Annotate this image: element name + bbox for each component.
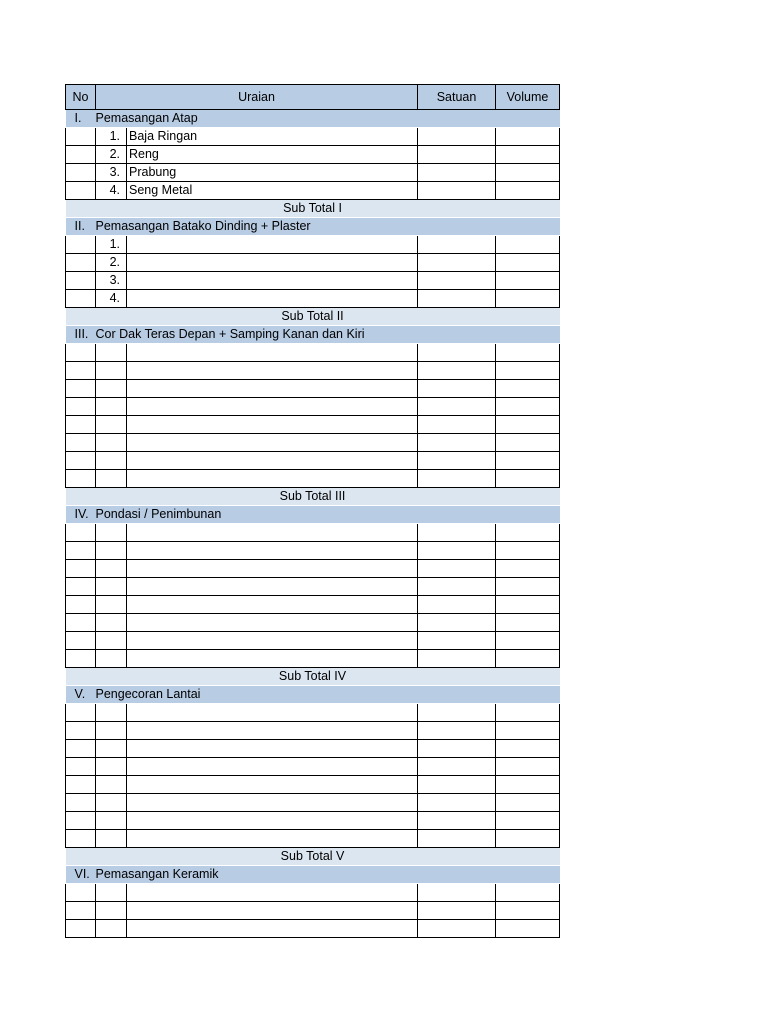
item-number — [96, 920, 127, 938]
section-title: Pemasangan Batako Dinding + Plaster — [96, 218, 560, 236]
item-satuan — [418, 632, 496, 650]
row-no-cell — [66, 704, 96, 722]
row-no-cell — [66, 344, 96, 362]
section-row — [66, 326, 560, 344]
row-no-cell — [66, 560, 96, 578]
item-volume — [496, 614, 560, 632]
row-no-cell — [66, 722, 96, 740]
item-description — [127, 470, 418, 488]
item-satuan — [418, 758, 496, 776]
item-volume — [496, 344, 560, 362]
item-satuan — [418, 740, 496, 758]
item-satuan — [418, 254, 496, 272]
item-volume — [496, 524, 560, 542]
item-volume — [496, 128, 560, 146]
item-description — [127, 578, 418, 596]
item-volume — [496, 776, 560, 794]
header-satuan: Satuan — [418, 85, 496, 110]
section-row — [66, 866, 560, 884]
header-uraian: Uraian — [96, 85, 418, 110]
section-number: I. — [66, 110, 96, 128]
item-volume — [496, 758, 560, 776]
boq-sheet — [65, 84, 559, 938]
row-no-cell — [66, 794, 96, 812]
row-no-cell — [66, 596, 96, 614]
item-number: 4. — [96, 290, 127, 308]
row-no-cell — [66, 182, 96, 200]
row-no-cell — [66, 452, 96, 470]
table-row — [66, 272, 560, 290]
item-satuan — [418, 236, 496, 254]
item-satuan — [418, 290, 496, 308]
item-description — [127, 398, 418, 416]
item-description — [127, 740, 418, 758]
item-satuan — [418, 164, 496, 182]
table-row — [66, 164, 560, 182]
item-volume — [496, 722, 560, 740]
item-satuan — [418, 560, 496, 578]
table-row — [66, 884, 560, 902]
item-number — [96, 578, 127, 596]
item-number — [96, 416, 127, 434]
item-volume — [496, 596, 560, 614]
item-volume — [496, 542, 560, 560]
item-number — [96, 524, 127, 542]
row-no-cell — [66, 884, 96, 902]
item-description — [127, 704, 418, 722]
section-title: Pemasangan Keramik — [96, 866, 560, 884]
subtotal-row — [66, 848, 560, 866]
item-description: Seng Metal — [127, 182, 418, 200]
row-no-cell — [66, 434, 96, 452]
subtotal-row — [66, 308, 560, 326]
item-description — [127, 794, 418, 812]
boq-table — [65, 84, 560, 938]
item-volume — [496, 560, 560, 578]
item-number — [96, 452, 127, 470]
item-satuan — [418, 452, 496, 470]
table-row — [66, 290, 560, 308]
item-satuan — [418, 182, 496, 200]
item-volume — [496, 164, 560, 182]
item-number — [96, 434, 127, 452]
item-description — [127, 830, 418, 848]
table-row — [66, 632, 560, 650]
item-satuan — [418, 362, 496, 380]
item-volume — [496, 146, 560, 164]
item-number — [96, 398, 127, 416]
row-no-cell — [66, 416, 96, 434]
item-volume — [496, 416, 560, 434]
row-no-cell — [66, 272, 96, 290]
table-row — [66, 524, 560, 542]
item-description — [127, 236, 418, 254]
section-number: III. — [66, 326, 96, 344]
table-row — [66, 794, 560, 812]
item-number — [96, 776, 127, 794]
item-satuan — [418, 776, 496, 794]
item-number — [96, 812, 127, 830]
item-number — [96, 362, 127, 380]
item-volume — [496, 236, 560, 254]
item-satuan — [418, 380, 496, 398]
item-number: 3. — [96, 164, 127, 182]
table-row — [66, 902, 560, 920]
item-volume — [496, 452, 560, 470]
table-body — [66, 110, 560, 938]
subtotal-label: Sub Total II — [66, 308, 560, 326]
item-number: 1. — [96, 128, 127, 146]
row-no-cell — [66, 542, 96, 560]
row-no-cell — [66, 128, 96, 146]
item-number — [96, 470, 127, 488]
header-volume: Volume — [496, 85, 560, 110]
section-number: VI. — [66, 866, 96, 884]
item-volume — [496, 272, 560, 290]
item-volume — [496, 830, 560, 848]
item-volume — [496, 254, 560, 272]
item-description — [127, 884, 418, 902]
item-volume — [496, 920, 560, 938]
section-title: Cor Dak Teras Depan + Samping Kanan dan Kiri — [96, 326, 560, 344]
item-number — [96, 650, 127, 668]
row-no-cell — [66, 380, 96, 398]
header-row — [66, 85, 560, 110]
table-row — [66, 650, 560, 668]
item-description — [127, 758, 418, 776]
table-row — [66, 416, 560, 434]
item-volume — [496, 740, 560, 758]
item-satuan — [418, 398, 496, 416]
row-no-cell — [66, 290, 96, 308]
item-volume — [496, 704, 560, 722]
row-no-cell — [66, 236, 96, 254]
item-satuan — [418, 470, 496, 488]
table-row — [66, 254, 560, 272]
item-volume — [496, 794, 560, 812]
table-row — [66, 542, 560, 560]
section-title: Pengecoran Lantai — [96, 686, 560, 704]
table-row — [66, 812, 560, 830]
table-row — [66, 596, 560, 614]
item-description — [127, 632, 418, 650]
subtotal-label: Sub Total IV — [66, 668, 560, 686]
item-satuan — [418, 704, 496, 722]
item-description — [127, 560, 418, 578]
section-number: V. — [66, 686, 96, 704]
item-description — [127, 416, 418, 434]
item-description — [127, 596, 418, 614]
item-volume — [496, 884, 560, 902]
row-no-cell — [66, 362, 96, 380]
item-satuan — [418, 524, 496, 542]
item-satuan — [418, 614, 496, 632]
table-row — [66, 236, 560, 254]
table-row — [66, 182, 560, 200]
item-number — [96, 902, 127, 920]
table-row — [66, 470, 560, 488]
subtotal-row — [66, 488, 560, 506]
item-number — [96, 632, 127, 650]
item-volume — [496, 380, 560, 398]
item-volume — [496, 650, 560, 668]
item-number — [96, 380, 127, 398]
item-volume — [496, 290, 560, 308]
item-volume — [496, 578, 560, 596]
table-row — [66, 830, 560, 848]
item-number — [96, 830, 127, 848]
item-satuan — [418, 884, 496, 902]
item-description — [127, 722, 418, 740]
row-no-cell — [66, 902, 96, 920]
row-no-cell — [66, 524, 96, 542]
row-no-cell — [66, 812, 96, 830]
item-volume — [496, 812, 560, 830]
item-number — [96, 758, 127, 776]
item-description — [127, 434, 418, 452]
header-no: No — [66, 85, 96, 110]
item-satuan — [418, 812, 496, 830]
item-description — [127, 452, 418, 470]
item-satuan — [418, 272, 496, 290]
row-no-cell — [66, 398, 96, 416]
item-satuan — [418, 344, 496, 362]
row-no-cell — [66, 632, 96, 650]
table-row — [66, 758, 560, 776]
row-no-cell — [66, 164, 96, 182]
item-volume — [496, 398, 560, 416]
item-description — [127, 524, 418, 542]
subtotal-row — [66, 200, 560, 218]
item-volume — [496, 434, 560, 452]
item-description — [127, 272, 418, 290]
item-description — [127, 614, 418, 632]
item-number — [96, 794, 127, 812]
item-satuan — [418, 146, 496, 164]
table-row — [66, 704, 560, 722]
item-number: 1. — [96, 236, 127, 254]
item-number — [96, 344, 127, 362]
row-no-cell — [66, 254, 96, 272]
item-satuan — [418, 830, 496, 848]
item-satuan — [418, 650, 496, 668]
table-row — [66, 452, 560, 470]
table-row — [66, 398, 560, 416]
subtotal-row — [66, 668, 560, 686]
item-number — [96, 614, 127, 632]
item-number — [96, 884, 127, 902]
table-row — [66, 722, 560, 740]
section-title: Pemasangan Atap — [96, 110, 560, 128]
item-satuan — [418, 128, 496, 146]
item-satuan — [418, 722, 496, 740]
item-number — [96, 740, 127, 758]
item-number — [96, 560, 127, 578]
row-no-cell — [66, 830, 96, 848]
section-number: IV. — [66, 506, 96, 524]
item-description — [127, 380, 418, 398]
section-number: II. — [66, 218, 96, 236]
row-no-cell — [66, 650, 96, 668]
section-row — [66, 506, 560, 524]
table-row — [66, 578, 560, 596]
table-row — [66, 776, 560, 794]
item-satuan — [418, 416, 496, 434]
row-no-cell — [66, 470, 96, 488]
item-description: Reng — [127, 146, 418, 164]
section-row — [66, 110, 560, 128]
item-description — [127, 290, 418, 308]
item-satuan — [418, 596, 496, 614]
item-satuan — [418, 434, 496, 452]
item-description — [127, 254, 418, 272]
item-description — [127, 344, 418, 362]
item-volume — [496, 632, 560, 650]
item-description: Prabung — [127, 164, 418, 182]
section-title: Pondasi / Penimbunan — [96, 506, 560, 524]
item-description — [127, 776, 418, 794]
table-row — [66, 614, 560, 632]
table-row — [66, 344, 560, 362]
subtotal-label: Sub Total V — [66, 848, 560, 866]
item-description — [127, 362, 418, 380]
item-description: Baja Ringan — [127, 128, 418, 146]
subtotal-label: Sub Total I — [66, 200, 560, 218]
row-no-cell — [66, 758, 96, 776]
table-row — [66, 920, 560, 938]
item-description — [127, 650, 418, 668]
item-number — [96, 596, 127, 614]
table-row — [66, 128, 560, 146]
section-row — [66, 686, 560, 704]
row-no-cell — [66, 776, 96, 794]
table-row — [66, 434, 560, 452]
item-satuan — [418, 920, 496, 938]
row-no-cell — [66, 920, 96, 938]
table-row — [66, 380, 560, 398]
section-row — [66, 218, 560, 236]
table-row — [66, 740, 560, 758]
item-number — [96, 704, 127, 722]
item-satuan — [418, 902, 496, 920]
item-description — [127, 902, 418, 920]
item-number — [96, 722, 127, 740]
item-number: 2. — [96, 146, 127, 164]
item-satuan — [418, 542, 496, 560]
item-number: 2. — [96, 254, 127, 272]
item-volume — [496, 902, 560, 920]
item-volume — [496, 470, 560, 488]
item-number: 4. — [96, 182, 127, 200]
table-row — [66, 146, 560, 164]
item-volume — [496, 182, 560, 200]
item-satuan — [418, 794, 496, 812]
table-row — [66, 560, 560, 578]
row-no-cell — [66, 146, 96, 164]
item-description — [127, 812, 418, 830]
row-no-cell — [66, 578, 96, 596]
item-volume — [496, 362, 560, 380]
item-number: 3. — [96, 272, 127, 290]
row-no-cell — [66, 740, 96, 758]
item-number — [96, 542, 127, 560]
row-no-cell — [66, 614, 96, 632]
item-description — [127, 920, 418, 938]
subtotal-label: Sub Total III — [66, 488, 560, 506]
item-description — [127, 542, 418, 560]
item-satuan — [418, 578, 496, 596]
table-row — [66, 362, 560, 380]
